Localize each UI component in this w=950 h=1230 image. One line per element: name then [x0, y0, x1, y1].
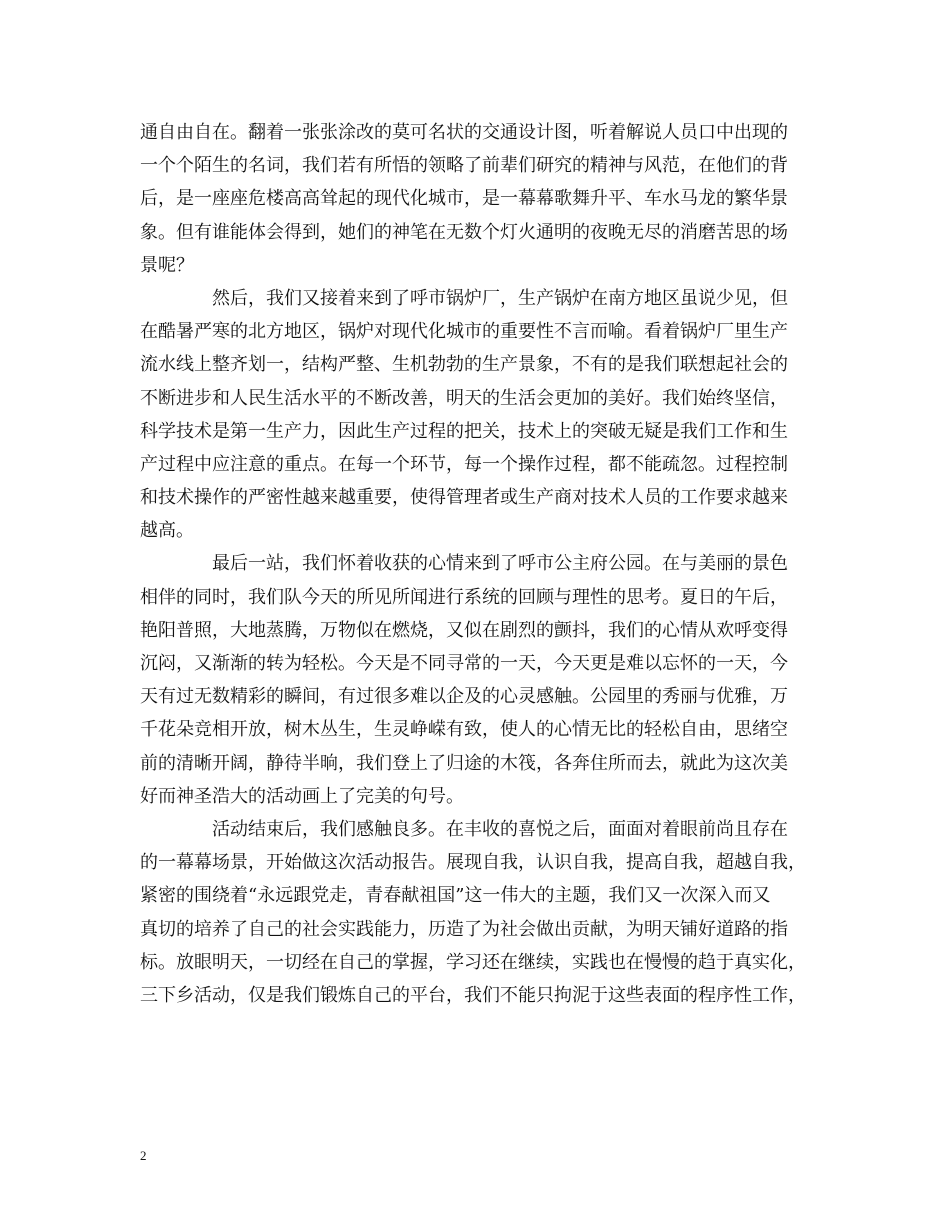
text-line: 千花朵竞相开放，树木丛生，生灵峥嵘有致，使人的心情无比的轻松自由，思绪空	[140, 719, 788, 741]
text-line: 景呢？	[140, 254, 194, 276]
text-line: 三下乡活动，仅是我们锻炼自己的平台，我们不能只拘泥于这些表面的程序性工作，	[140, 984, 806, 1006]
paragraph	[140, 282, 820, 548]
text-line: 前的清晰开阔，静待半晌，我们登上了归途的木筏，各奔住所而去，就此为这次美	[140, 752, 788, 774]
text-line: 天有过无数精彩的瞬间，有过很多难以企及的心灵感触。公园里的秀丽与优雅，万	[140, 686, 788, 708]
text-line: 沉闷，又渐渐的转为轻松。今天是不同寻常的一天，今天更是难以忘怀的一天，今	[140, 653, 788, 674]
document-body	[140, 116, 820, 1012]
text-line: 象。但有谁能体会得到，她们的神笔在无数个灯火通明的夜晚无尽的消磨苦思的场	[140, 221, 788, 243]
text-line: 好而神圣浩大的活动画上了完美的句号。	[140, 785, 464, 807]
text-line: 标。放眼明天，一切经在自己的掌握，学习还在继续，实践也在慢慢的趋于真实化，	[140, 951, 806, 973]
text-line: 流水线上整齐划一，结构严整、生机勃勃的生产景象，不有的是我们联想起社会的	[140, 354, 788, 376]
text-line: 然后，我们又接着来到了呼市锅炉厂，生产锅炉在南方地区虽说少见，但	[212, 287, 788, 309]
text-line: 科学技术是第一生产力，因此生产过程的把关，技术上的突破无疑是我们工作和生	[140, 420, 788, 442]
text-line: 紧密的围绕着“永远跟党走，青春献祖国”这一伟大的主题，我们又一次深入而又	[140, 885, 771, 907]
text-line: 不断进步和人民生活水平的不断改善，明天的生活会更加的美好。我们始终坚信，	[140, 387, 788, 409]
text-line: 的一幕幕场景，开始做这次活动报告。展现自我，认识自我，提高自我，超越自我，	[140, 852, 806, 874]
page-number: 2	[140, 1148, 147, 1163]
paragraph	[140, 116, 820, 282]
paragraph	[140, 547, 820, 813]
text-line: 和技术操作的严密性越来越重要，使得管理者或生产商对技术人员的工作要求越来	[140, 487, 788, 509]
text-line: 真切的培养了自己的社会实践能力，历造了为社会做出贡献，为明天铺好道路的指	[140, 918, 788, 940]
text-line: 最后一站，我们怀着收获的心情来到了呼市公主府公园。在与美丽的景色	[212, 553, 788, 575]
text-line: 一个个陌生的名词，我们若有所悟的领略了前辈们研究的精神与风范，在他们的背	[140, 155, 788, 177]
paragraph	[140, 813, 820, 1012]
text-line: 越高。	[140, 520, 194, 542]
text-line: 在酷暑严寒的北方地区，锅炉对现代化城市的重要性不言而喻。看着锅炉厂里生产	[140, 321, 788, 343]
text-line: 通自由自在。翻着一张张涂改的莫可名状的交通设计图，听着解说人员口中出现的	[140, 122, 788, 143]
text-line: 相伴的同时，我们队今天的所见所闻进行系统的回顾与理性的思考。夏日的午后，	[140, 586, 788, 608]
text-line: 产过程中应注意的重点。在每一个环节，每一个操作过程，都不能疏忽。过程控制	[140, 453, 788, 475]
text-line: 活动结束后，我们感触良多。在丰收的喜悦之后，面面对着眼前尚且存在	[212, 818, 788, 840]
text-line: 后，是一座座危楼高高耸起的现代化城市，是一幕幕歌舞升平、车水马龙的繁华景	[140, 188, 788, 210]
text-line: 艳阳普照，大地蒸腾，万物似在燃烧，又似在剧烈的颤抖，我们的心情从欢呼变得	[140, 619, 788, 641]
